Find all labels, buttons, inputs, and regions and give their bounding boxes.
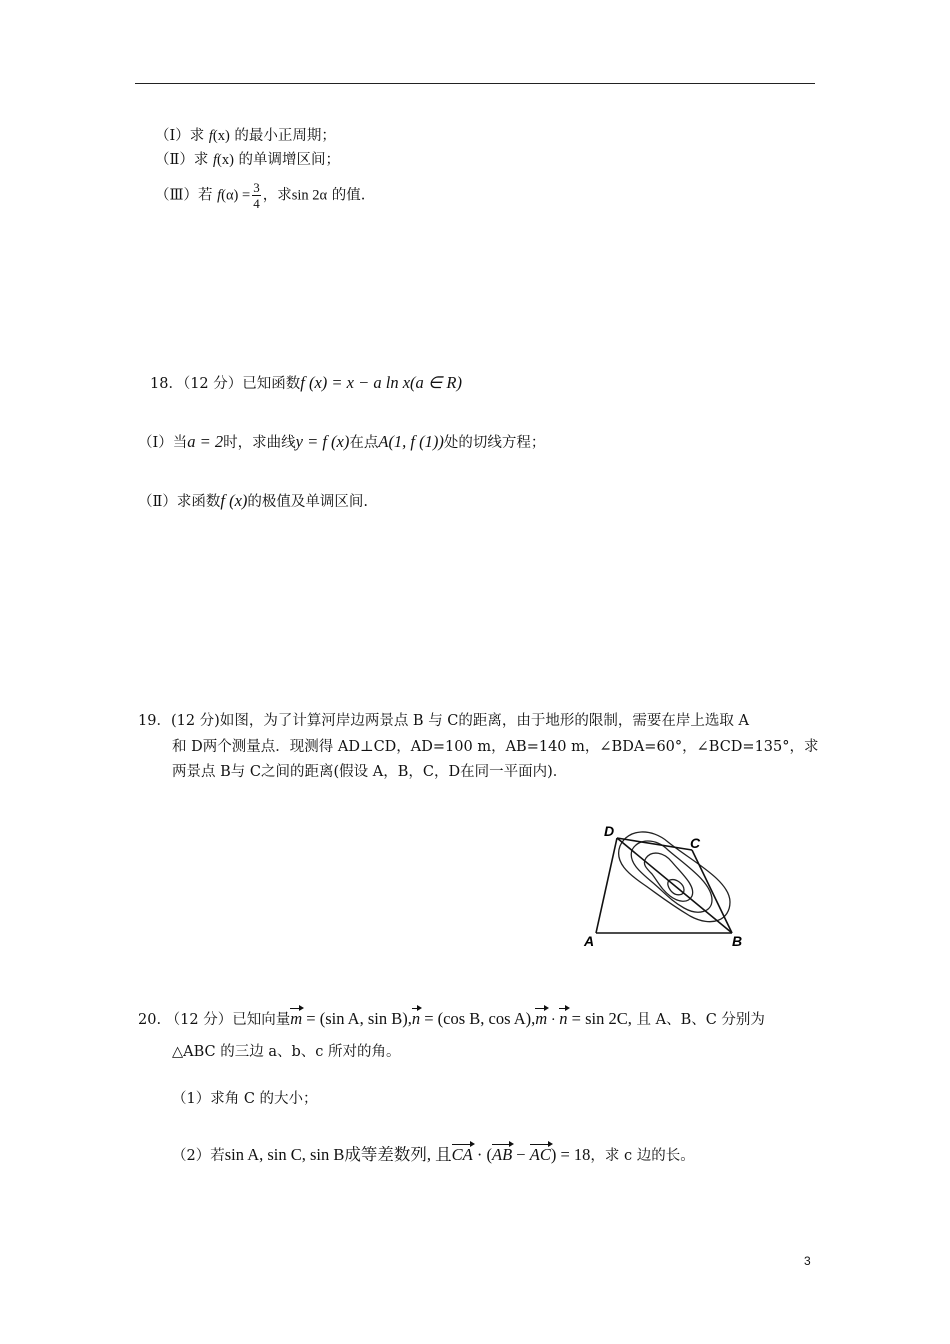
q20-stem: 20. （12 分）已知向量m = (sin A, sin B),n = (cos B, cos A),m · n = sin 2C, 且 A、B、C 分别为 [138, 1009, 765, 1028]
q20-line2: △ABC 的三边 a、b、c 所对的角。 [172, 1044, 401, 1060]
vector-CA: CA [451, 1145, 473, 1164]
q20-part1: （1）求角 C 的大小； [172, 1091, 318, 1107]
label-A: A [584, 933, 595, 949]
label-B: B [732, 933, 743, 949]
q20-part2: （2）若sin A, sin C, sin B成等差数列, 且CA · (AB − AC) = 18，求 c 边的长。 [172, 1145, 695, 1164]
segment-DB [617, 838, 732, 933]
vector-n: n [559, 1009, 568, 1028]
segment-DA [596, 838, 617, 933]
vector-AC: AC [529, 1145, 551, 1164]
q19-line3: 两景点 B与 C之间的距离(假设 A，B，C，D在同一平面内)． [172, 764, 568, 780]
q19-figure [580, 820, 750, 952]
fraction: $\frac{3}{4}$ [253, 180, 260, 211]
header-rule [135, 83, 815, 84]
q18-stem: 18．（12 分）已知函数f (x) = x − a ln x(a ∈ R) [150, 373, 462, 392]
page-number: 3 [804, 1254, 811, 1268]
q17-part3: （Ⅲ）若 f(α) = $\frac{3}{4}$ ，求sin 2α 的值. [155, 180, 366, 211]
vector-AB: AB [492, 1145, 513, 1164]
q18-part1: （Ⅰ）当a = 2时，求曲线y = f (x)在点A(1, f (1))处的切线方程； [138, 432, 546, 451]
label-C: C [690, 835, 701, 851]
q19-line2: 和 D两个测量点．现测得 AD⊥CD，AD=100 m，AB=140 m，∠BDA=60°，∠BCD=135°，求 [172, 739, 819, 755]
vector-m: m [535, 1009, 548, 1028]
q18-part2: （Ⅱ）求函数f (x)的极值及单调区间. [138, 491, 368, 510]
q17-part1: （Ⅰ）求 f(x) 的最小正周期； [155, 128, 336, 144]
q19-line1: 19．(12 分)如图，为了计算河岸边两景点 B 与 C的距离，由于地形的限制，需要在岸上选取 A [138, 713, 749, 729]
contour-middle [631, 841, 712, 912]
vector-n: n [411, 1009, 421, 1028]
label-D: D [604, 823, 615, 839]
segment-CB [692, 850, 732, 933]
vector-m: m [290, 1009, 303, 1028]
q17-part2: （Ⅱ）求 f(x) 的单调增区间； [155, 152, 341, 168]
